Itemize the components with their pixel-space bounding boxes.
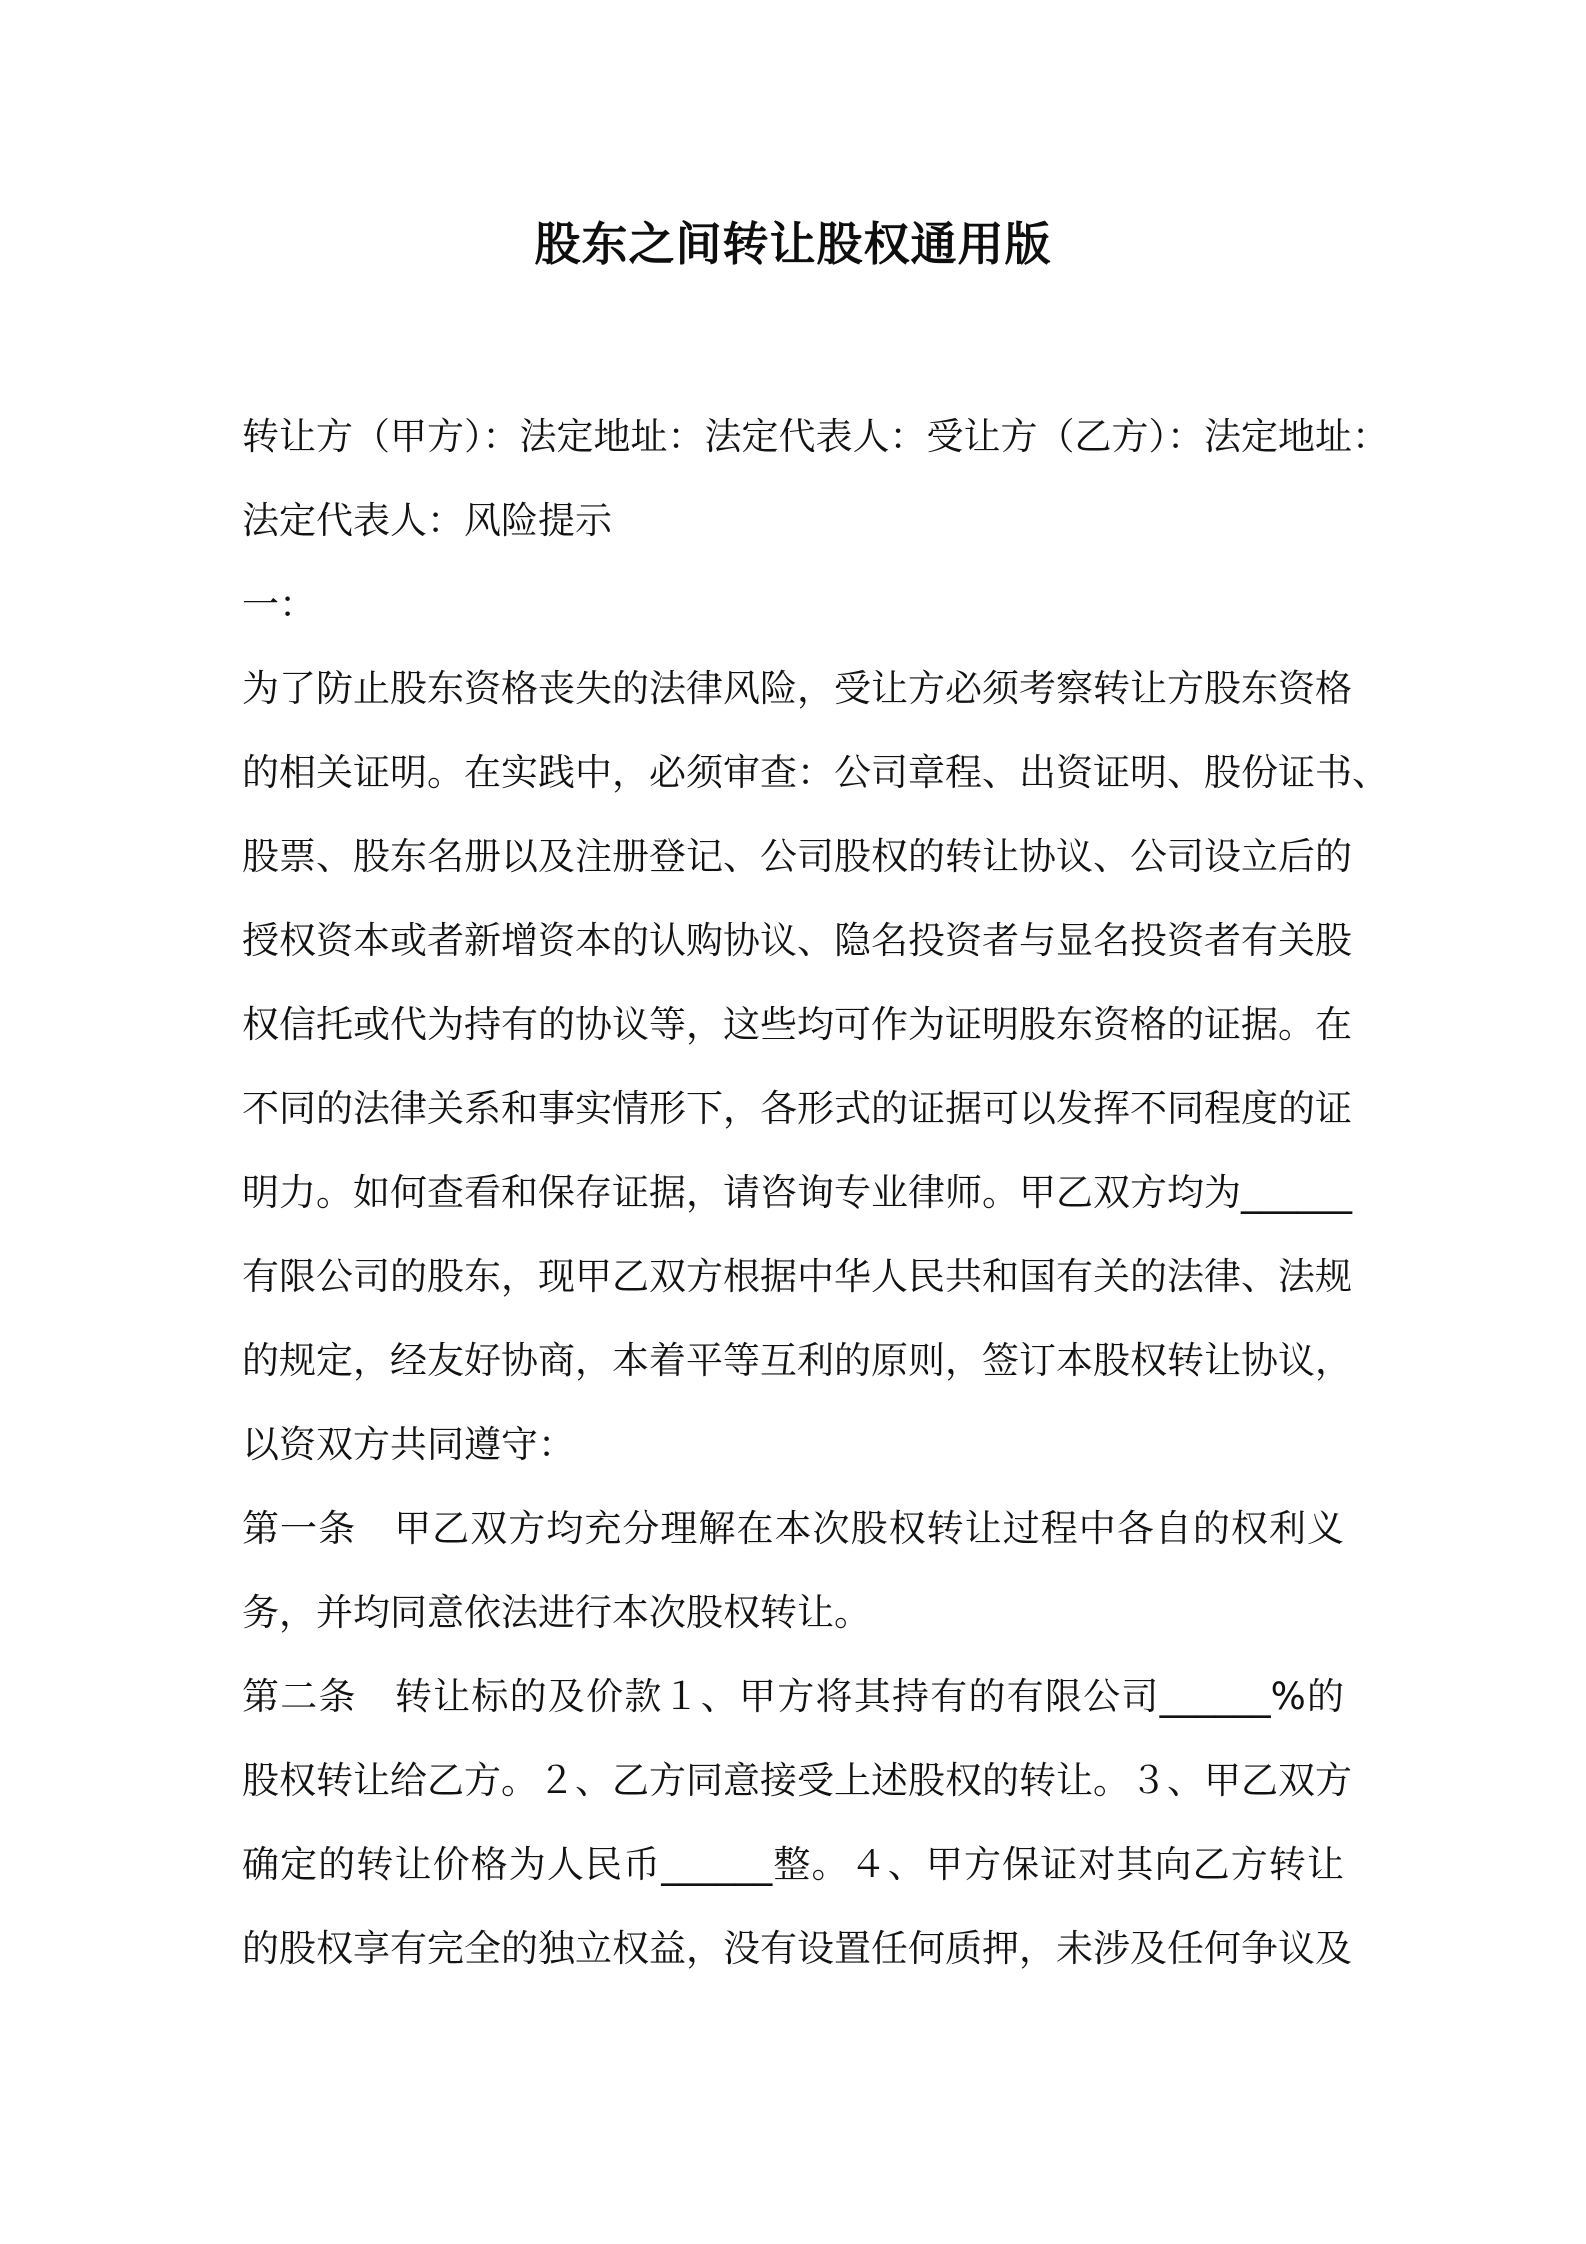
text-line: 授权资本或者新增资本的认购协议、隐名投资者与显名投资者有关股 (242, 919, 1352, 962)
text-line: 以资双方共同遵守： (242, 1423, 575, 1466)
text-line: 转让方（甲方）：法定地址：法定代表人：受让方（乙方）：法定地址： (242, 415, 1389, 458)
text-line: 的规定，经友好协商，本着平等互利的原则，签订本股权转让协议， (242, 1339, 1352, 1382)
text-line: 明力。如何查看和保存证据，请咨询专业律师。甲乙双方均为______ (242, 1171, 1352, 1214)
text-line: 的股权享有完全的独立权益，没有设置任何质押，未涉及任何争议及 (242, 1927, 1352, 1970)
text-line: 一： (242, 583, 316, 626)
text-line: 为了防止股东资格丧失的法律风险，受让方必须考察转让方股东资格 (242, 667, 1352, 710)
text-line: 务，并均同意依法进行本次股权转让。 (242, 1591, 871, 1634)
text-line: 有限公司的股东，现甲乙双方根据中华人民共和国有关的法律、法规 (242, 1255, 1352, 1298)
article-line: 第一条 甲乙双方均充分理解在本次股权转让过程中各自的权利义 (242, 1507, 1344, 1550)
text-line: 不同的法律关系和事实情形下，各形式的证据可以发挥不同程度的证 (242, 1087, 1352, 1130)
text-line: 股权转让给乙方。２、乙方同意接受上述股权的转让。３、甲乙双方 (242, 1759, 1352, 1802)
text-line: 权信托或代为持有的协议等，这些均可作为证明股东资格的证据。在 (242, 1003, 1352, 1046)
text-line: 确定的转让价格为人民币______整。４、甲方保证对其向乙方转让 (242, 1843, 1344, 1886)
text-line: 的相关证明。在实践中，必须审查：公司章程、出资证明、股份证书、 (242, 751, 1389, 794)
text-line: 股票、股东名册以及注册登记、公司股权的转让协议、公司设立后的 (242, 835, 1352, 878)
document-title: 股东之间转让股权通用版 (534, 217, 1052, 271)
text-line: 法定代表人：风险提示 (242, 499, 612, 542)
article-line: 第二条 转让标的及价款１、甲方将其持有的有限公司______%的 (242, 1675, 1344, 1718)
